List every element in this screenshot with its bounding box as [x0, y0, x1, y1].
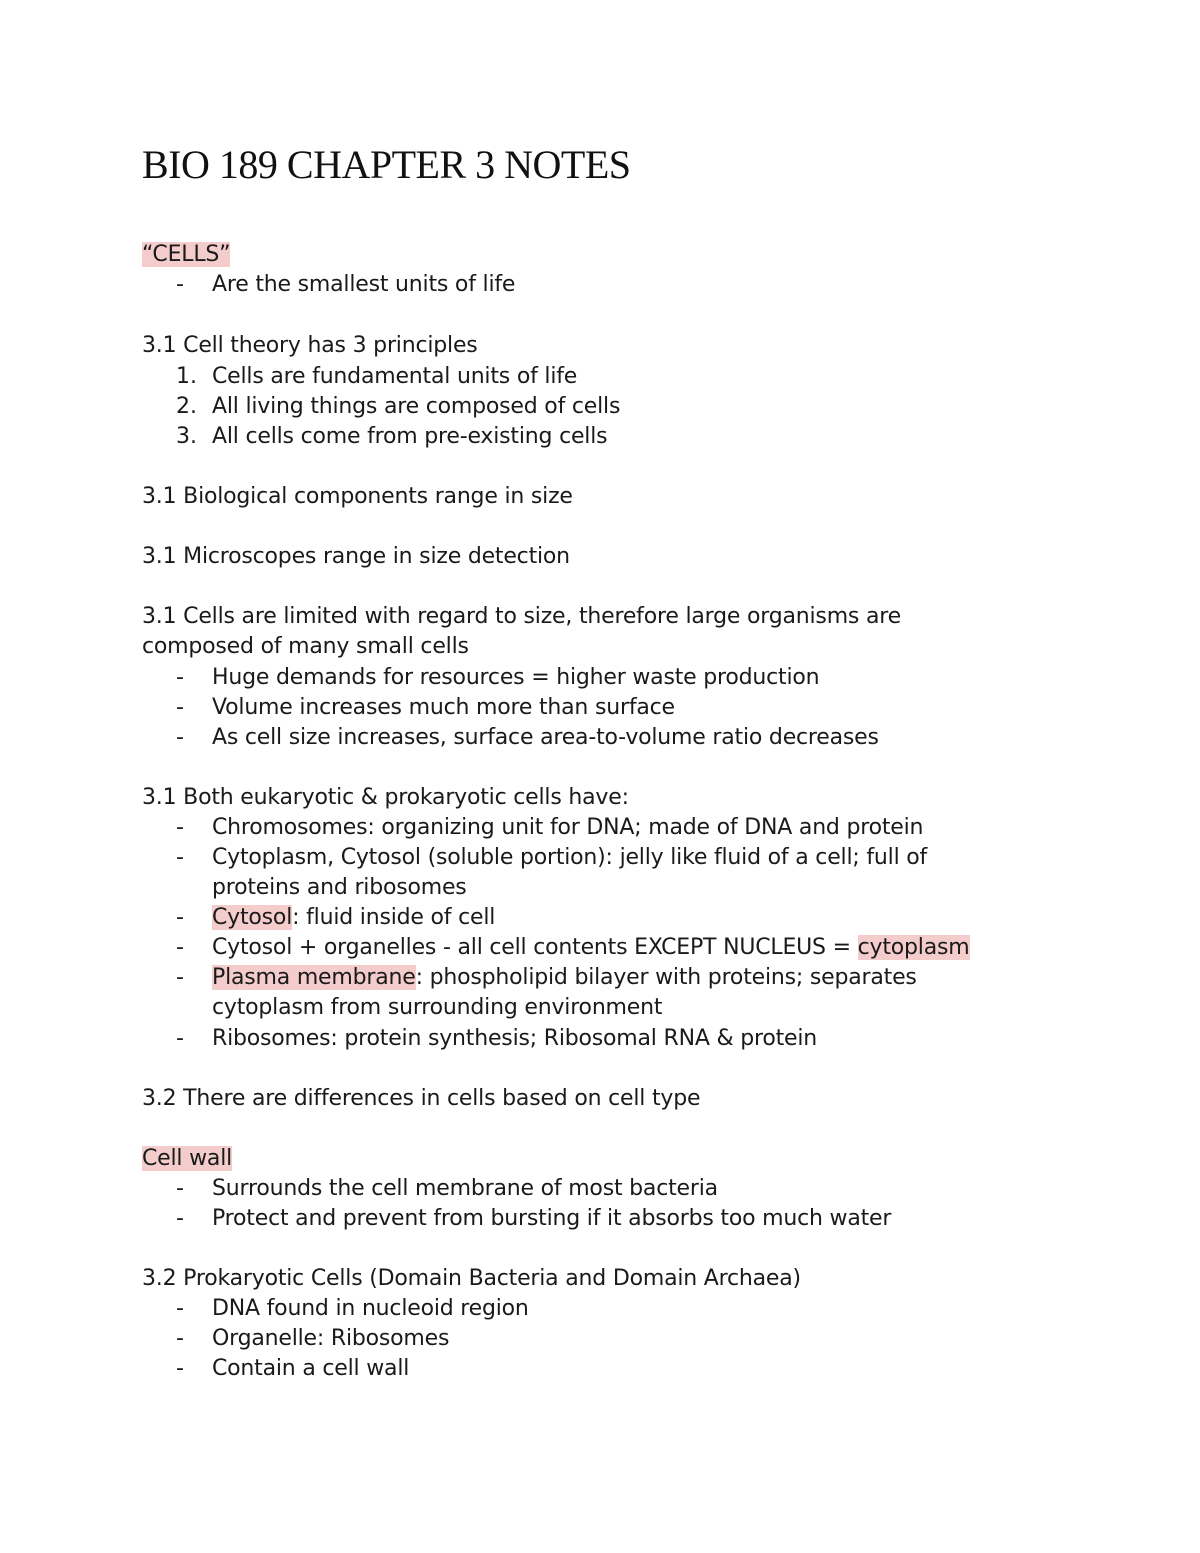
bullet-dash: -	[176, 1356, 184, 1381]
bullet-dash: -	[176, 1176, 184, 1201]
bullet-dash: -	[176, 665, 184, 690]
list-item	[212, 933, 970, 963]
bullet-dash: -	[176, 1326, 184, 1351]
list-item-cont: proteins and ribosomes	[212, 875, 467, 900]
item-text: Cytosol + organelles - all cell contents EXCEPT NUCLEUS =	[212, 935, 858, 960]
list-item: Contain a cell wall	[212, 1356, 410, 1381]
list-number: 1.	[176, 364, 197, 389]
cells-heading	[142, 240, 230, 270]
list-number: 2.	[176, 394, 197, 419]
list-item: Organelle: Ribosomes	[212, 1326, 450, 1351]
section-heading: 3.1 Biological components range in size	[142, 484, 573, 509]
list-item: Protect and prevent from bursting if it absorbs too much water	[212, 1206, 892, 1231]
bullet-dash: -	[176, 1026, 184, 1051]
bullet-dash: -	[176, 725, 184, 750]
list-item: Huge demands for resources = higher waste production	[212, 665, 820, 690]
list-item: All living things are composed of cells	[212, 394, 621, 419]
bullet-dash: -	[176, 1296, 184, 1321]
highlighted-term: Plasma membrane	[212, 965, 416, 990]
term-definition: : phospholipid bilayer with proteins; separates	[415, 965, 917, 990]
bullet-dash: -	[176, 845, 184, 870]
list-item	[212, 963, 917, 993]
section-heading: 3.1 Cells are limited with regard to size, therefore large organisms are	[142, 604, 901, 629]
highlighted-term: Cell wall	[142, 1146, 233, 1171]
list-item: Ribosomes: protein synthesis; Ribosomal RNA & protein	[212, 1026, 818, 1051]
list-item-cont: cytoplasm from surrounding environment	[212, 995, 663, 1020]
section-heading: 3.2 There are differences in cells based on cell type	[142, 1086, 701, 1111]
section-heading: 3.1 Cell theory has 3 principles	[142, 333, 478, 358]
bullet-dash: -	[176, 815, 184, 840]
section-heading: 3.1 Microscopes range in size detection	[142, 544, 570, 569]
term-definition: : fluid inside of cell	[292, 905, 496, 930]
list-item: As cell size increases, surface area-to-volume ratio decreases	[212, 725, 879, 750]
bullet-dash: -	[176, 695, 184, 720]
section-heading-cont: composed of many small cells	[142, 634, 469, 659]
bullet-dash: -	[176, 935, 184, 960]
section-heading: 3.1 Both eukaryotic & prokaryotic cells have:	[142, 785, 629, 810]
cells-heading-text: “CELLS”	[142, 242, 231, 267]
bullet-dash: -	[176, 272, 184, 297]
list-item: Cytoplasm, Cytosol (soluble portion): jelly like fluid of a cell; full of	[212, 845, 928, 870]
list-item: Volume increases much more than surface	[212, 695, 675, 720]
cell-wall-heading	[142, 1144, 232, 1174]
list-item: Chromosomes: organizing unit for DNA; made of DNA and protein	[212, 815, 924, 840]
list-item	[212, 903, 495, 933]
list-number: 3.	[176, 424, 197, 449]
list-item: Are the smallest units of life	[212, 272, 516, 297]
bullet-dash: -	[176, 905, 184, 930]
highlighted-term: Cytosol	[212, 905, 293, 930]
list-item: All cells come from pre-existing cells	[212, 424, 608, 449]
bullet-dash: -	[176, 1206, 184, 1231]
list-item: Surrounds the cell membrane of most bacteria	[212, 1176, 718, 1201]
section-heading: 3.2 Prokaryotic Cells (Domain Bacteria and Domain Archaea)	[142, 1266, 801, 1291]
highlighted-term: cytoplasm	[857, 935, 970, 960]
page-title: BIO 189 CHAPTER 3 NOTES	[142, 142, 631, 187]
list-item: Cells are fundamental units of life	[212, 364, 578, 389]
bullet-dash: -	[176, 965, 184, 990]
list-item: DNA found in nucleoid region	[212, 1296, 529, 1321]
